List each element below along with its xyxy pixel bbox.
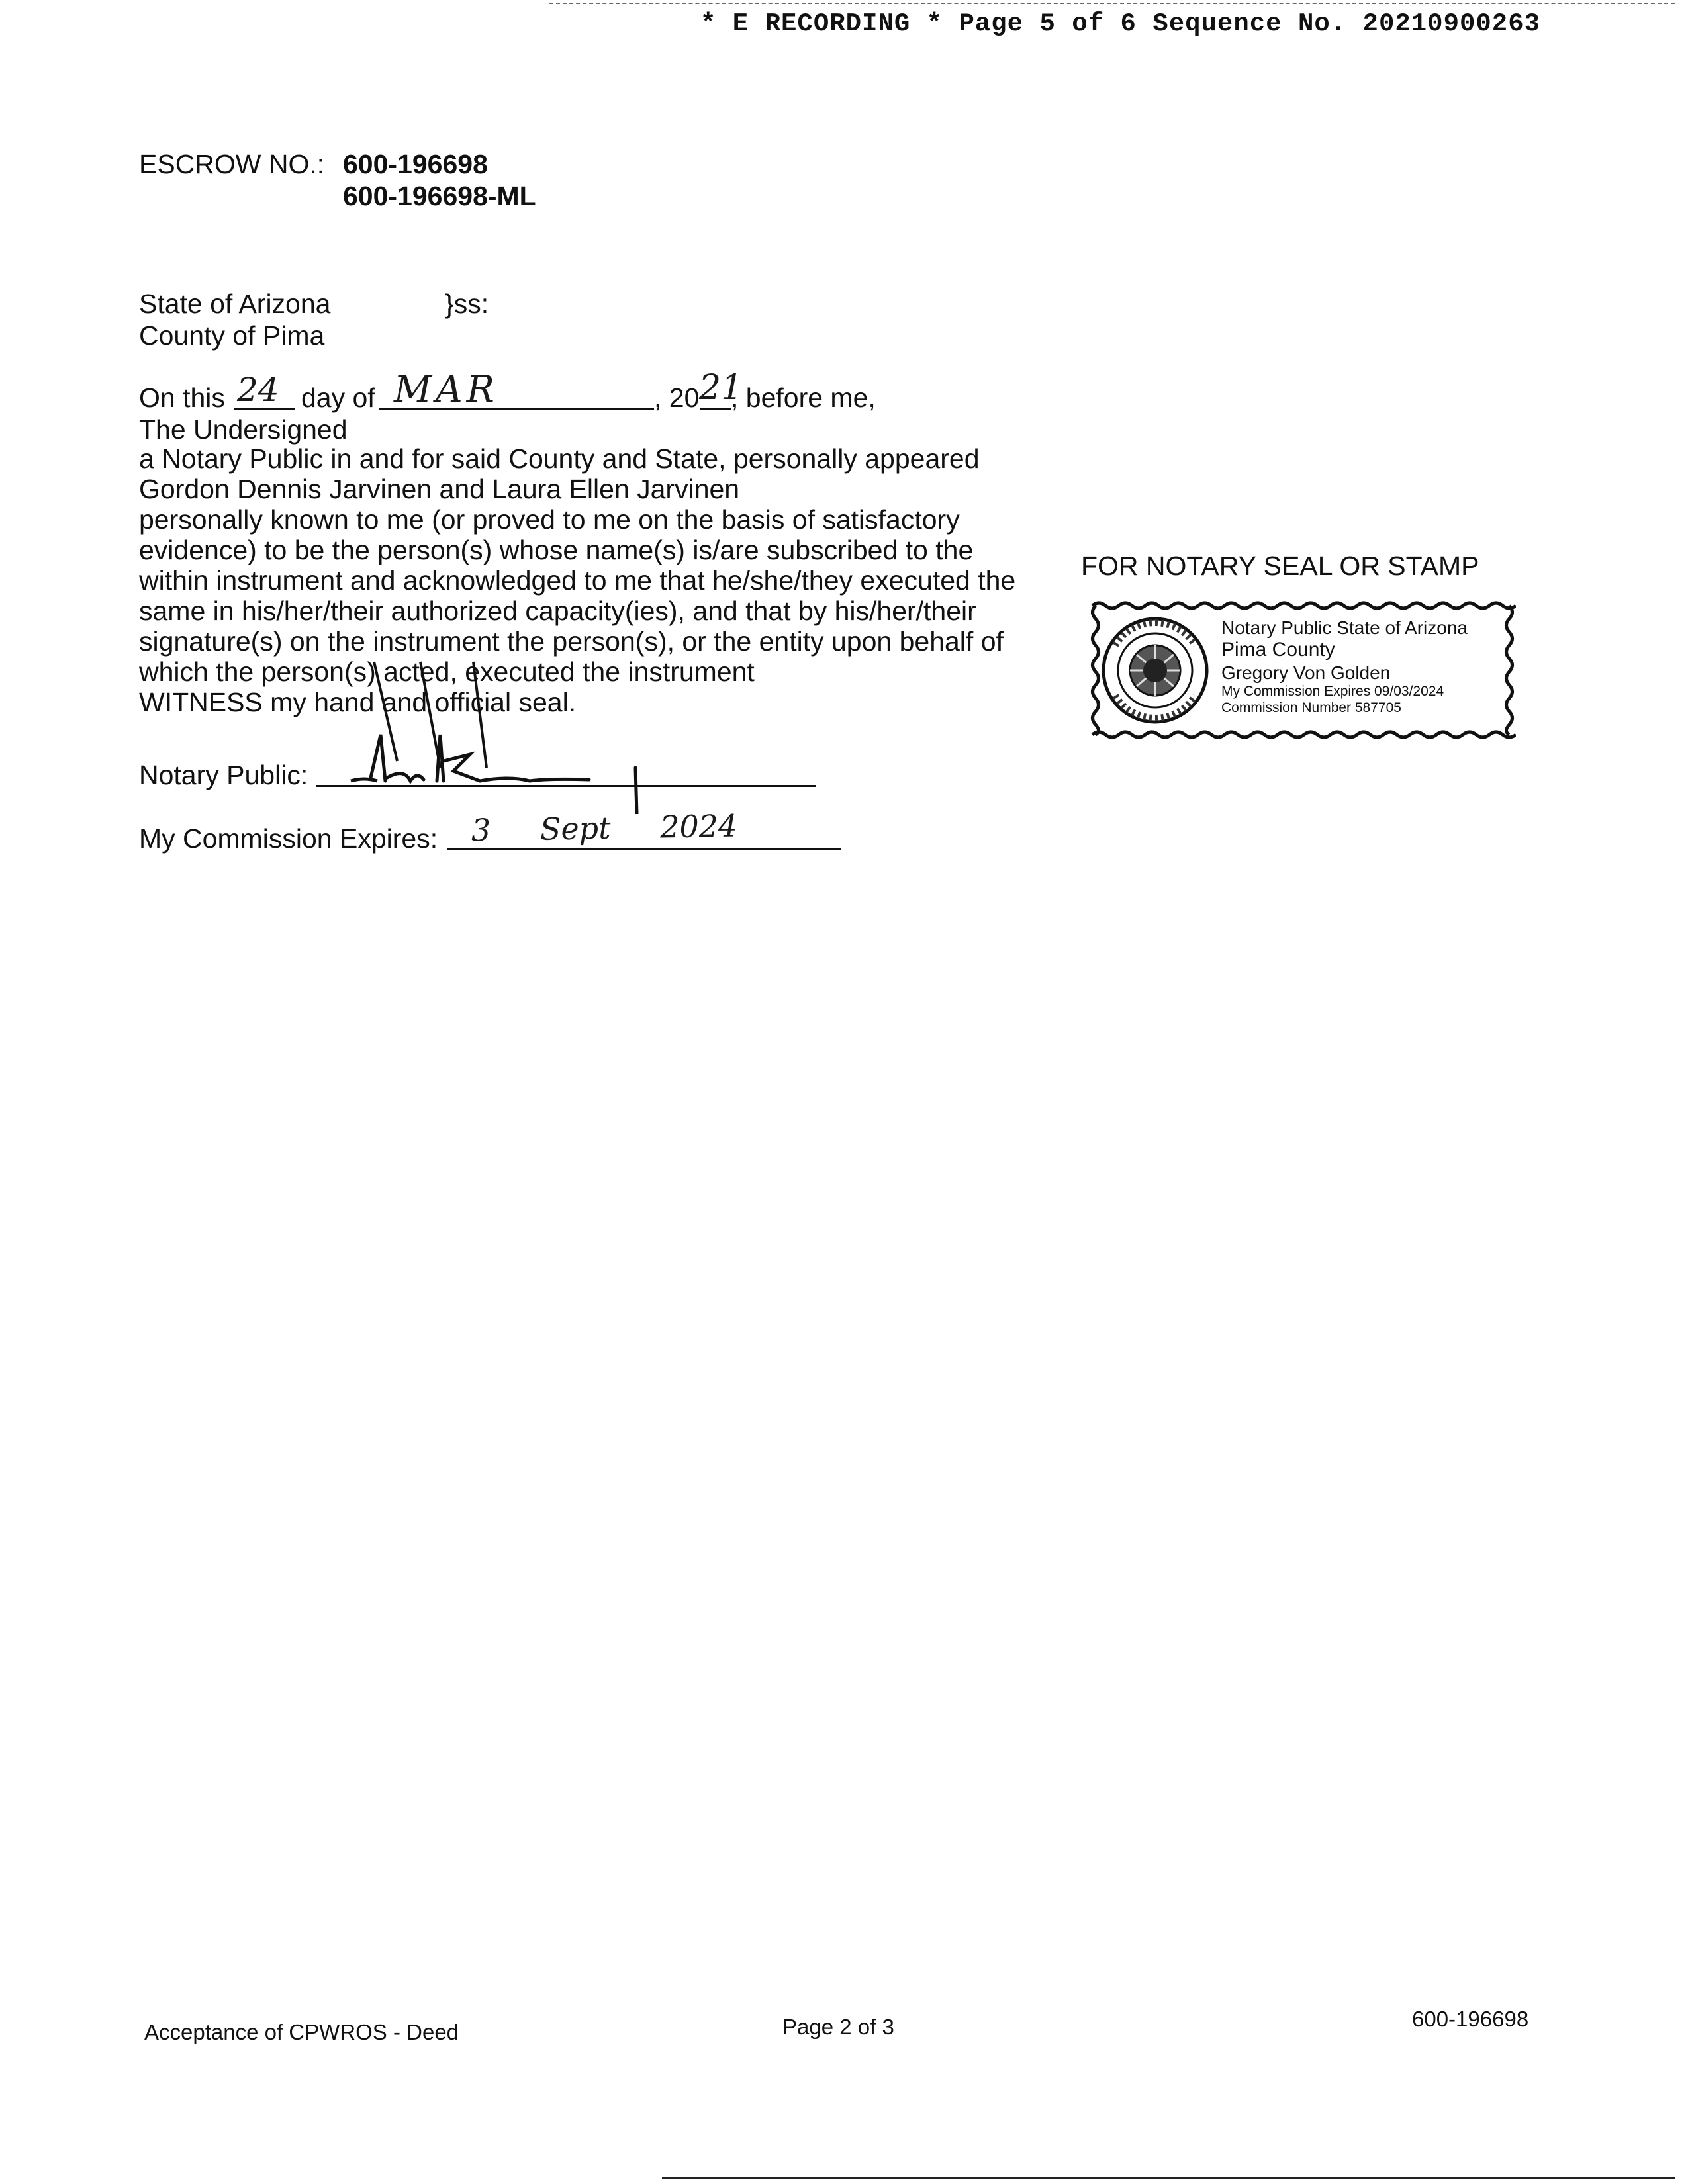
stamp-line-2: Pima County xyxy=(1221,639,1335,660)
ack-line: within instrument and acknowledged to me that he/she/they executed the xyxy=(139,565,1016,596)
notary-public-label: Notary Public: xyxy=(139,760,308,790)
stamp-line-5: Commission Number 587705 xyxy=(1221,700,1401,715)
year-handwritten: 21 xyxy=(699,368,743,408)
venue-ss: }ss: xyxy=(445,289,489,319)
ack-line: signature(s) on the instrument the person(s), or the entity upon behalf of xyxy=(139,626,1004,657)
ack-line: personally known to me (or proved to me on the basis of satisfactory xyxy=(139,504,960,535)
ack-on-this: On this xyxy=(139,383,225,413)
ack-year-prefix: , 20 xyxy=(654,383,700,413)
venue-state: State of Arizona xyxy=(139,289,331,319)
stamp-line-4: My Commission Expires 09/03/2024 xyxy=(1221,684,1444,699)
signature-overstrike xyxy=(357,655,530,774)
stamp-line-1: Notary Public State of Arizona xyxy=(1221,617,1468,638)
ack-officer: The Undersigned xyxy=(139,414,348,445)
footer-page: Page 2 of 3 xyxy=(782,2015,894,2039)
ack-line: a Notary Public in and for said County and State, personally appeared xyxy=(139,443,980,474)
notary-stamp xyxy=(1089,599,1516,741)
top-border-line xyxy=(549,3,1675,4)
commission-handwritten: 3 Sept 2024 xyxy=(471,807,738,848)
stamp-heading: FOR NOTARY SEAL OR STAMP xyxy=(1081,551,1479,581)
ack-before-me: , before me, xyxy=(731,383,876,413)
ack-line: WITNESS my hand and official seal. xyxy=(139,687,577,717)
footer-left: Acceptance of CPWROS - Deed xyxy=(144,2020,459,2044)
venue-county: County of Pima xyxy=(139,320,325,351)
escrow-number-2: 600-196698-ML xyxy=(343,181,536,211)
day-handwritten: 24 xyxy=(237,371,279,409)
escrow-number-1: 600-196698 xyxy=(343,149,488,179)
bottom-border-line xyxy=(662,2177,1675,2179)
footer-right: 600-196698 xyxy=(1412,2007,1529,2031)
ack-body xyxy=(139,443,1015,717)
ack-line: Gordon Dennis Jarvinen and Laura Ellen Jarvinen xyxy=(139,474,740,504)
recording-header: * E RECORDING * Page 5 of 6 Sequence No. 20210900263 xyxy=(700,9,1540,38)
month-handwritten: MAR xyxy=(394,368,498,411)
escrow-label: ESCROW NO.: xyxy=(139,149,325,179)
commission-label: My Commission Expires: xyxy=(139,823,438,854)
ack-line: evidence) to be the person(s) whose name(s) is/are subscribed to the xyxy=(139,535,974,565)
ack-day-of: day of xyxy=(301,383,375,413)
stamp-line-3: Gregory Von Golden xyxy=(1221,662,1391,683)
ack-line: same in his/her/their authorized capacity(ies), and that by his/her/their xyxy=(139,596,976,626)
ack-line: which the person(s) acted, executed the instrument xyxy=(139,657,755,687)
